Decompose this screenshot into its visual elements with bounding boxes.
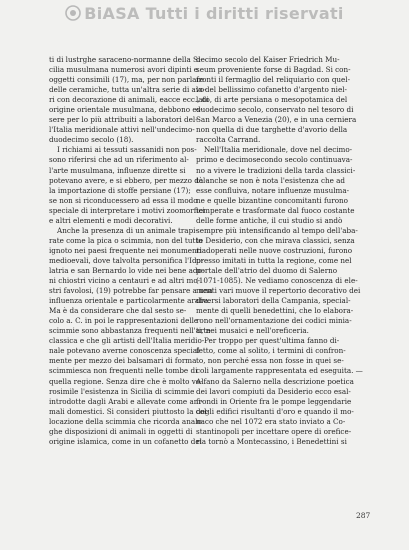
text-line: lato, di arte persiana o mesopotamica del	[196, 95, 348, 105]
text-line: se non si riconducessero ad essa il modo	[49, 195, 198, 205]
text-line: to, non perché essa non fosse in quei se-	[196, 356, 344, 366]
text-line: fronti il fermaglio del reliquiario con quel-	[196, 75, 351, 85]
text-line: nale potevano averne conoscenza special-	[49, 346, 202, 356]
text-line: decimo secolo del Kaiser Friedrich Mu-	[196, 55, 340, 64]
text-line: Per troppo per quest'ultima fanno di-	[204, 336, 340, 346]
text-line: lo del bellissimo cofanetto d'argento niel-	[196, 85, 347, 95]
text-line: portale dell'atrio del duomo di Salerno	[196, 265, 338, 275]
text-line: origine orientale musulmana, debbono es-	[49, 105, 203, 115]
text-line: locazione della scimmia che ricorda analo-	[49, 416, 205, 426]
watermark-text: BiASA Tutti i diritti riservati	[84, 4, 344, 23]
text-line: latria e san Bernardo lo vide nei bene ado-	[49, 265, 205, 275]
text-line: speciale di interpretare i motivi zoomorfici	[49, 205, 205, 215]
text-line: rate come la pica o scimmia, non del tutto	[49, 235, 203, 245]
text-line: mente per mezzo dei balsamari di forma	[49, 356, 197, 366]
text-line: ria tornò a Montecassino, i Benedettini si	[196, 436, 347, 446]
text-line: raccolta Carrand.	[196, 135, 261, 145]
text-line: rono nell'ornamentazione dei codici minia-	[196, 316, 352, 326]
text-line: no a vivere le tradizioni della tarda classici-	[196, 165, 356, 175]
text-line: e altri elementi e modi decorativi.	[49, 215, 173, 225]
text-line: non quella di due targhette d'avorio della	[196, 125, 348, 135]
text-line: medioevali, dove talvolta personifica l'Ido-	[49, 255, 204, 265]
text-line: riadoperati nelle nuove costruzioni, furono	[196, 245, 353, 255]
text-line: delle forme antiche, il cui studio si andò	[196, 215, 343, 225]
text-line: menti vari muove il repertorio decorativo dei	[196, 286, 361, 296]
text-line: Nell'Italia meridionale, dove nel decimo-	[204, 145, 353, 155]
page-number: 287	[356, 511, 371, 520]
text-line: ne e quelle bizantine concomitanti furono	[196, 195, 349, 205]
text-line: ti di lustrghe saraceno-normanne della Si-	[49, 55, 203, 64]
text-line: sempre più intensificando al tempo dell'aba-	[196, 225, 358, 235]
text-line: I richiami ai tessuti sassanidi non pos-	[57, 145, 197, 155]
right-text-column	[196, 55, 365, 447]
text-line: ghe disposizioni di animali in oggetti di	[49, 426, 193, 436]
text-line: duodecimo secolo, conservato nel tesoro di	[196, 105, 354, 115]
text-line: coli largamente rappresentata ed eseguita. —	[196, 366, 363, 376]
text-line: ri con decorazione di animali, eacce ecc., di	[49, 95, 209, 105]
text-line: scimmiesca non frequenti nelle tombe di	[49, 366, 198, 376]
text-line: sere per lo più attribuiti a laboratori del-	[49, 115, 198, 125]
text-line: diversi laboratori della Campania, special-	[196, 296, 351, 306]
text-line: naco che nel 1072 era stato inviato a Co-	[196, 416, 346, 426]
text-line: l'Italia meridionale attivi nell'undecimo-	[49, 125, 195, 135]
text-line: cilia musulmana numerosi avori dipinti e	[49, 65, 199, 75]
text-line: esse confluiva, notare influenze musulma-	[196, 185, 350, 195]
text-line: rosimile l'esistenza in Sicilia di scimmie	[49, 386, 195, 396]
text-line: temperate e trasformate dal fuoco costante	[196, 205, 355, 215]
text-line: San Marco a Venezia (20), e in una cerniera	[196, 115, 357, 125]
text-line: colo a. C. in poi le rappresentazioni delle	[49, 316, 199, 326]
text-line: introdotte dagli Arabi e allevate come ani-	[49, 396, 204, 406]
text-line: dei lavori compiuti da Desiderio ecco esal-	[196, 386, 351, 396]
text-line: degli edifici risultanti d'oro e quando il mo-	[196, 406, 354, 416]
text-line: primo e decimosecondo secolo continuava-	[196, 155, 353, 165]
text-line: delle ceramiche, tutta un'altra serie di avo-	[49, 85, 207, 95]
text-line: stantinopoli per incettare opere di orefice-	[196, 426, 352, 436]
text-line: ni chiostri vicino a centauri e ad altri mo-	[49, 276, 201, 286]
text-line: duodecimo secolo (18).	[49, 135, 134, 145]
text-line: (1071-1085). Ne vediamo conoscenza di ele-	[196, 276, 358, 286]
text-line: origine islamica, come in un cofanetto del	[49, 436, 202, 446]
text-line: mali domestici. Si consideri piuttosto la col-	[49, 406, 209, 416]
text-line: mente di quelli benedettini, che lo elabora-	[196, 306, 354, 316]
text-line: la importazione di stoffe persiane (17);	[49, 185, 191, 195]
text-line: frondi in Oriente fra le pompe leggendarie	[196, 396, 352, 406]
text-line: influenza orientale e particolarmente araba.	[49, 296, 211, 306]
watermark	[0, 4, 409, 23]
text-line: quella regione. Senza dire che è molto ve-	[49, 376, 203, 386]
text-line: Ma è da considerare che dal sesto se-	[49, 306, 187, 316]
text-line: te Desiderio, con che mirava classici, senza	[196, 235, 355, 245]
text-line: presso imitati in tutta la regione, come nel	[196, 255, 352, 265]
text-line: oggetti consimili (17), ma, per non parlare	[49, 75, 205, 85]
biasa-logo-icon	[65, 5, 81, 21]
text-line: seum proveniente forse di Bagdad. Si con-	[196, 65, 351, 75]
text-line: fetto, come al solito, i termini di confron-	[196, 346, 346, 356]
text-line: tà anche se non è nota l'esistenza che ad	[196, 175, 346, 185]
text-line: potevano avere, e si ebbero, per mezzo del-	[49, 175, 208, 185]
text-line: ti, nei musaici e nell'oreficeria.	[196, 326, 309, 336]
text-line: sono riferirsi che ad un riferimento al-	[49, 155, 189, 165]
left-text-column	[49, 55, 218, 447]
text-line: Anche la presenza di un animale trapi-	[57, 225, 198, 235]
text-line: ignoto nei paesi frequente nei monumenti	[49, 245, 202, 255]
text-line: Alfano da Salerno nella descrizione poetica	[196, 376, 354, 386]
text-line: classica e che gli artisti dell'Italia meridio-	[49, 336, 205, 346]
text-line: l'arte musulmana, influenze dirette si	[49, 165, 186, 175]
text-line: stri favolosi, (19) potrebbe far pensare a una	[49, 286, 213, 296]
text-line: scimmie sono abbastanza frequenti nell'arte	[49, 326, 211, 336]
